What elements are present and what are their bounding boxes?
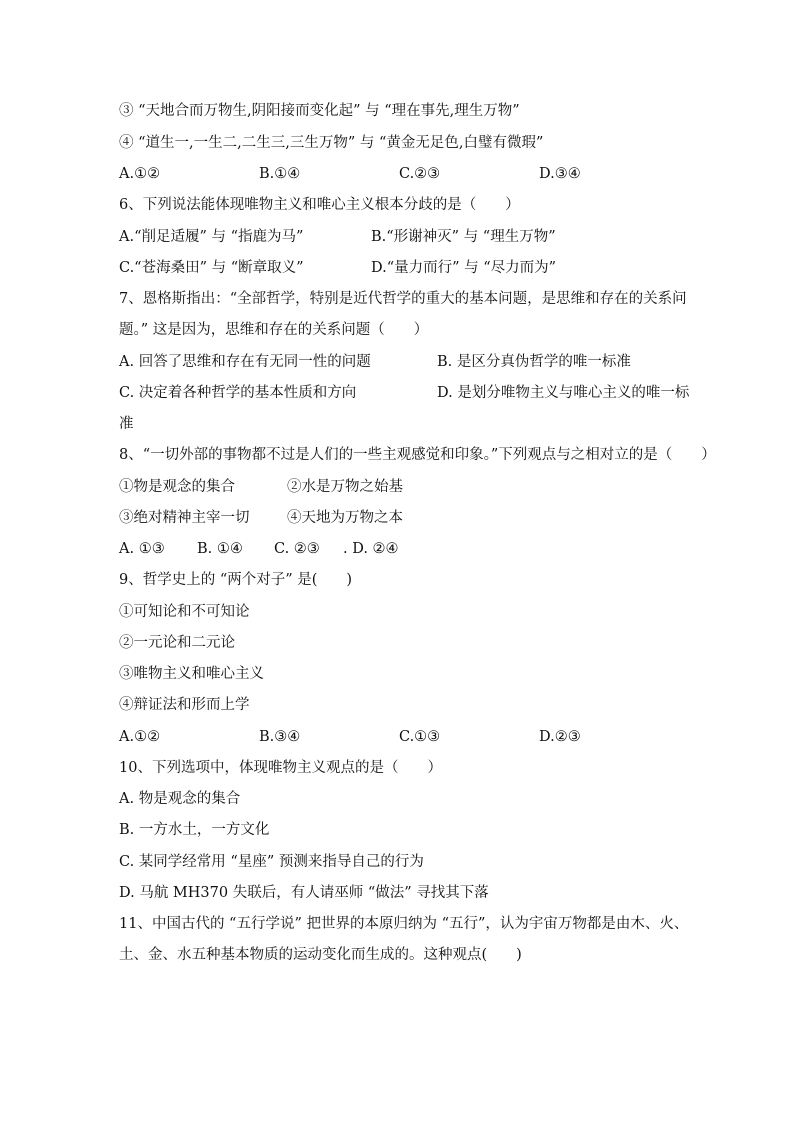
q8-item-1: ①物是观念的集合 <box>119 479 235 495</box>
q10-stem: 10、下列选项中，体现唯物主义观点的是（ ） <box>119 760 442 776</box>
q9-option-c: C.①③ <box>399 729 441 745</box>
q6-option-a: A.“削足适履” 与 “指鹿为马” <box>119 229 304 245</box>
q8-stem: 8、“一切外部的事物都不过是人们的一些主观感觉和印象。”下列观点与之相对立的是（ ） <box>119 447 716 463</box>
q5-item-3: ③ “天地合而万物生,阴阳接而变化起” 与 “理在事先,理生万物” <box>119 103 520 119</box>
q9-item-3: ③唯物主义和唯心主义 <box>119 666 264 682</box>
q7-option-d-continued: 准 <box>119 416 134 432</box>
q7-stem-line1: 7、恩格斯指出：“全部哲学，特别是近代哲学的重大的基本问题，是思维和存在的关系问 <box>119 291 687 307</box>
q10-option-b: B. 一方水土，一方文化 <box>119 822 270 838</box>
q6-option-d: D.“量力而行” 与 “尽力而为” <box>371 260 557 276</box>
q8-option-b: B. ①④ <box>197 541 243 557</box>
q8-item-3: ③绝对精神主宰一切 <box>119 510 250 526</box>
q8-option-d: . D. ②④ <box>343 541 399 557</box>
q9-option-d: D.②③ <box>539 729 581 745</box>
q10-option-c: C. 某同学经常用 “星座” 预测来指导自己的行为 <box>119 854 424 870</box>
q8-item-4: ④天地为万物之本 <box>287 510 403 526</box>
q10-option-a: A. 物是观念的集合 <box>119 791 241 807</box>
q11-stem-line2: 土、金、水五种基本物质的运动变化而生成的。这种观点( ) <box>119 947 522 963</box>
q5-option-d: D.③④ <box>539 166 581 182</box>
q9-stem: 9、哲学史上的 “两个对子” 是( ) <box>119 572 353 588</box>
q9-option-b: B.③④ <box>259 729 301 745</box>
q7-option-b: B. 是区分真伪哲学的唯一标准 <box>437 354 631 370</box>
q8-option-a: A. ①③ <box>119 541 165 557</box>
q6-stem: 6、下列说法能体现唯物主义和唯心主义根本分歧的是（ ） <box>119 197 520 213</box>
q11-stem-line1: 11、中国古代的 “五行学说” 把世界的本原归纳为 “五行”，认为宇宙万物都是由木、火、 <box>119 916 689 932</box>
q8-item-2: ②水是万物之始基 <box>287 479 403 495</box>
q7-stem-line2: 题。” 这是因为，思维和存在的关系问题（ ） <box>119 322 429 338</box>
q5-option-b: B.①④ <box>259 166 301 182</box>
q9-item-1: ①可知论和不可知论 <box>119 604 250 620</box>
q6-option-b: B.“形谢神灭” 与 “理生万物” <box>371 229 556 245</box>
q5-option-a: A.①② <box>119 166 161 182</box>
q6-option-c: C.“苍海桑田” 与 “断章取义” <box>119 260 304 276</box>
q9-item-4: ④辩证法和形而上学 <box>119 697 250 713</box>
q10-option-d: D. 马航 MH370 失联后，有人请巫师 “做法” 寻找其下落 <box>119 885 489 901</box>
q8-option-c: C. ②③ <box>274 541 320 557</box>
q5-item-4: ④ “道生一,一生二,二生三,三生万物” 与 “黄金无足色,白璧有微瑕” <box>119 135 544 151</box>
q9-option-a: A.①② <box>119 729 161 745</box>
q7-option-d: D. 是划分唯物主义与唯心主义的唯一标 <box>437 385 690 401</box>
q5-option-c: C.②③ <box>399 166 441 182</box>
q7-option-c: C. 决定着各种哲学的基本性质和方向 <box>119 385 357 401</box>
q9-item-2: ②一元论和二元论 <box>119 635 235 651</box>
q7-option-a: A. 回答了思维和存在有无同一性的问题 <box>119 354 371 370</box>
